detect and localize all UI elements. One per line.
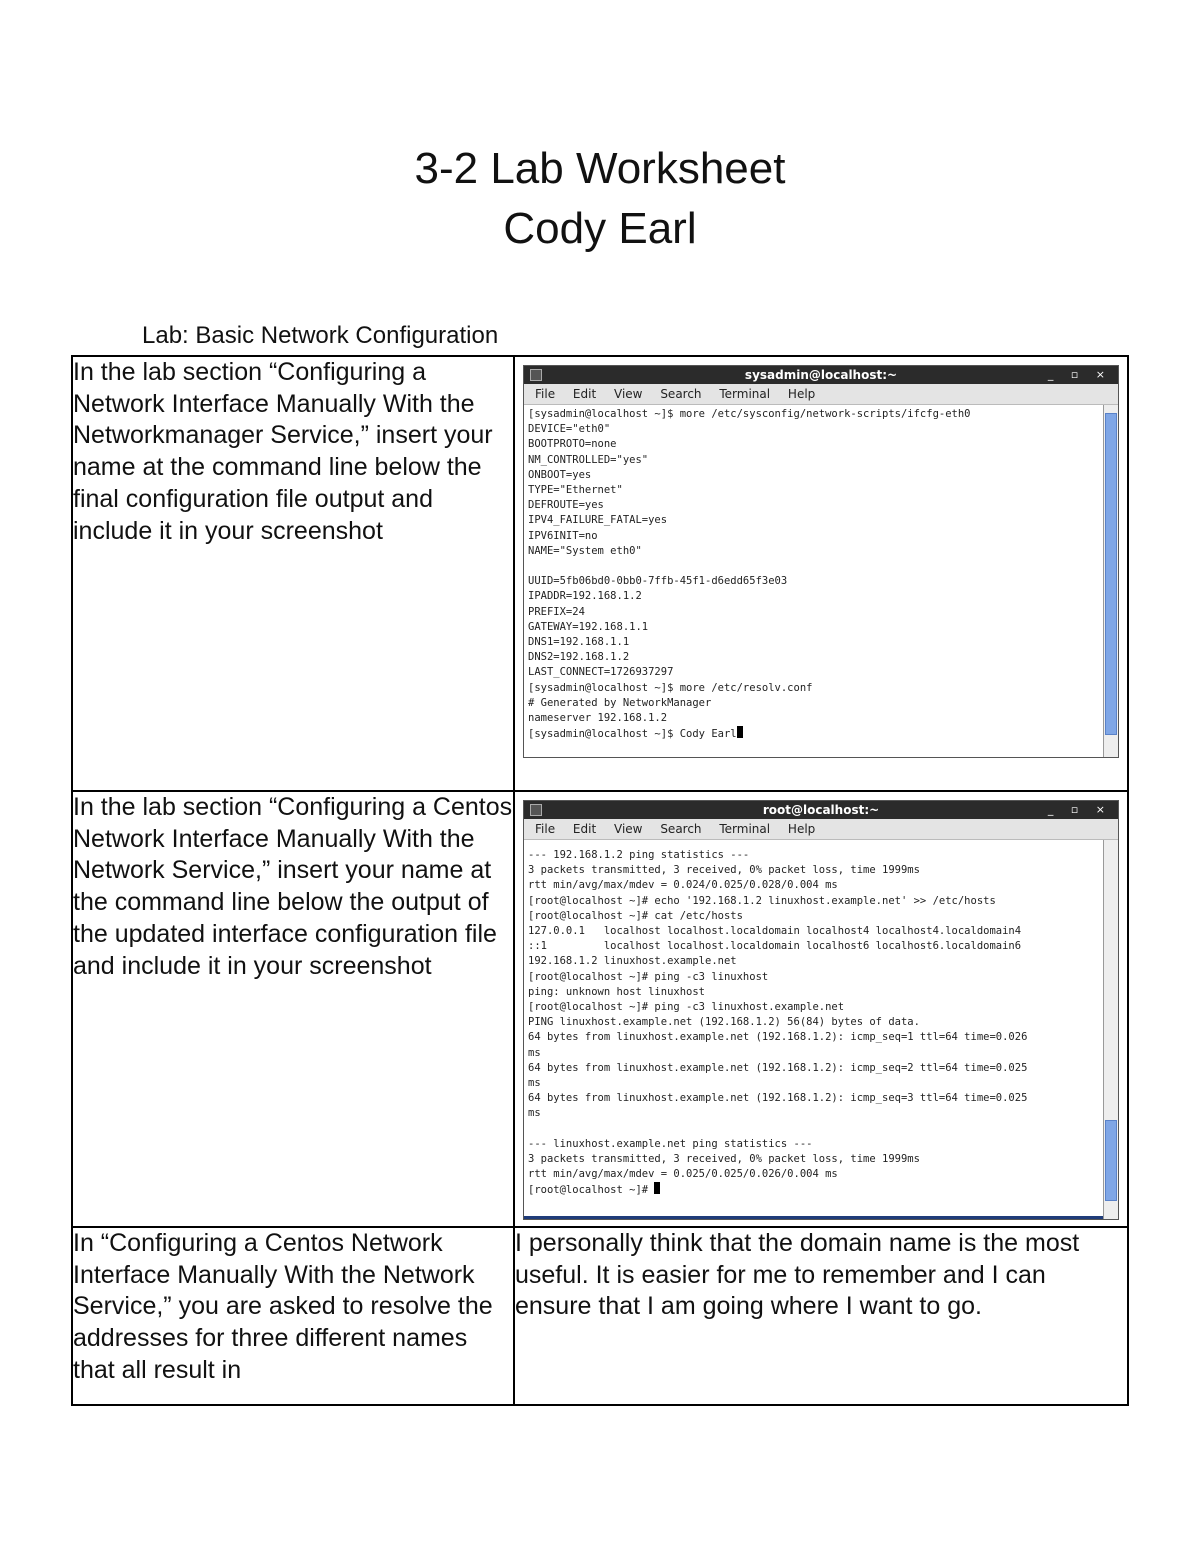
terminal-output[interactable] xyxy=(524,840,1104,1219)
terminal-cursor xyxy=(737,726,743,738)
scrollbar-thumb[interactable] xyxy=(1105,1120,1117,1201)
window-controls[interactable]: _ ▫ × xyxy=(1047,368,1112,381)
terminal-text: --- 192.168.1.2 ping statistics --- 3 packets transmitted, 3 received, 0% packet loss, time 1999ms rtt min/avg/max/mdev = 0.024/0.025/0.028/0.004 ms [root@localhost ~]# echo '192.168.1.2 linuxhost.example.net' >> /etc/hosts [root@localhost ~]# cat /etc/hosts 127.0.0.1 localhost localhost.localdomain localhost4 localhost4.localdomain4 ::1 localhost localhost.localdomain localhost6 localhost6.localdomain6 192.168.1.2 linuxhost.example.net [root@localhost ~]# ping -c3 linuxhost ping: unknown host linuxhost [root@localhost ~]# ping -c3 linuxhost.example.net PING linuxhost.example.net (192.168.1.2) 56(84) bytes of data. 64 bytes from linuxhost.example.net (192.168.1.2): icmp_seq=1 ttl=64 time=0.026 ms 64 bytes from linuxhost.example.net (192.168.1.2): icmp_seq=2 ttl=64 time=0.025 ms 64 bytes from linuxhost.example.net (192.168.1.2): icmp_seq=3 ttl=64 time=0.025 ms --- linuxhost.example.net ping statistics --- 3 packets transmitted, 3 received, 0% packet loss, time 1999ms rtt min/avg/max/mdev = 0.025/0.025/0.026/0.004 ms [root@localhost ~]# xyxy=(528,849,1028,1197)
scrollbar-thumb[interactable] xyxy=(1105,413,1117,735)
terminal-window xyxy=(523,800,1119,1220)
menu-terminal[interactable]: Terminal xyxy=(719,387,771,401)
window-titlebar xyxy=(524,366,1118,384)
screenshot-cell xyxy=(514,356,1128,791)
answer-cell xyxy=(514,1227,1128,1405)
screenshot-cell xyxy=(514,791,1128,1227)
table-row xyxy=(72,791,1128,1227)
terminal-scrollbar[interactable] xyxy=(1103,840,1118,1219)
window-titlebar xyxy=(524,801,1118,819)
menu-bar xyxy=(524,819,1118,840)
menu-terminal[interactable]: Terminal xyxy=(719,822,771,836)
prompt-text: In the lab section “Configuring a Centos Network Interface Manually With the Network Service,” insert your name at the command line below the output of the updated interface configuration file and include it in your screenshot xyxy=(73,793,513,980)
menu-search[interactable]: Search xyxy=(660,387,702,401)
menu-view[interactable]: View xyxy=(614,387,643,401)
prompt-cell xyxy=(72,1227,514,1405)
table-row xyxy=(72,1227,1128,1405)
document-title: 3-2 Lab Worksheet xyxy=(414,144,786,193)
menu-view[interactable]: View xyxy=(614,822,643,836)
terminal-cursor xyxy=(654,1182,660,1194)
menu-edit[interactable]: Edit xyxy=(572,822,597,836)
menu-help[interactable]: Help xyxy=(787,387,816,401)
terminal-text: [sysadmin@localhost ~]$ more /etc/sysconfig/network-scripts/ifcfg-eth0 DEVICE="eth0" BOOTPROTO=none NM_CONTROLLED="yes" ONBOOT=yes TYPE="Ethernet" DEFROUTE=yes IPV4_FAILURE_FATAL=yes IPV6INIT=no NAME="System eth0" UUID=5fb06bd0-0bb0-7ffb-45f1-d6edd65f3e03 IPADDR=192.168.1.2 PREFIX=24 GATEWAY=192.168.1.1 DNS1=192.168.1.1 DNS2=192.168.1.2 LAST_CONNECT=1726937297 [sysadmin@localhost ~]$ more /etc/resolv.conf # Generated by NetworkManager nameserver 192.168.1.2 [sysadmin@localhost ~]$ Cody Earl xyxy=(528,408,971,741)
menu-help[interactable]: Help xyxy=(787,822,816,836)
terminal-output[interactable] xyxy=(524,405,1104,757)
prompt-text: In the lab section “Configuring a Network Interface Manually With the Networkmanager Service,” insert your name at the command line below the final configuration file output and include it in your screenshot xyxy=(73,358,493,545)
terminal-app-icon xyxy=(530,369,542,381)
terminal-app-icon xyxy=(530,804,542,816)
window-title: root@localhost:~ xyxy=(762,803,880,817)
prompt-cell xyxy=(72,356,514,791)
menu-bar xyxy=(524,384,1118,405)
window-title: sysadmin@localhost:~ xyxy=(744,368,898,382)
menu-file[interactable]: File xyxy=(535,387,556,401)
author-name: Cody Earl xyxy=(503,204,697,253)
answer-text: I personally think that the domain name is the most useful. It is easier for me to remember and I can ensure that I am going where I want to go. xyxy=(515,1229,1080,1321)
table-row xyxy=(72,356,1128,791)
worksheet-table xyxy=(71,355,1129,1406)
lab-heading: Lab: Basic Network Configuration xyxy=(142,322,499,349)
menu-edit[interactable]: Edit xyxy=(572,387,597,401)
menu-search[interactable]: Search xyxy=(660,822,702,836)
terminal-scrollbar[interactable] xyxy=(1103,405,1118,757)
menu-file[interactable]: File xyxy=(535,822,556,836)
terminal-window xyxy=(523,365,1119,758)
window-controls[interactable]: _ ▫ × xyxy=(1047,803,1112,816)
prompt-text: In “Configuring a Centos Network Interface Manually With the Network Service,” you are asked to resolve the addresses for three different names that all result in xyxy=(73,1229,493,1384)
prompt-cell xyxy=(72,791,514,1227)
